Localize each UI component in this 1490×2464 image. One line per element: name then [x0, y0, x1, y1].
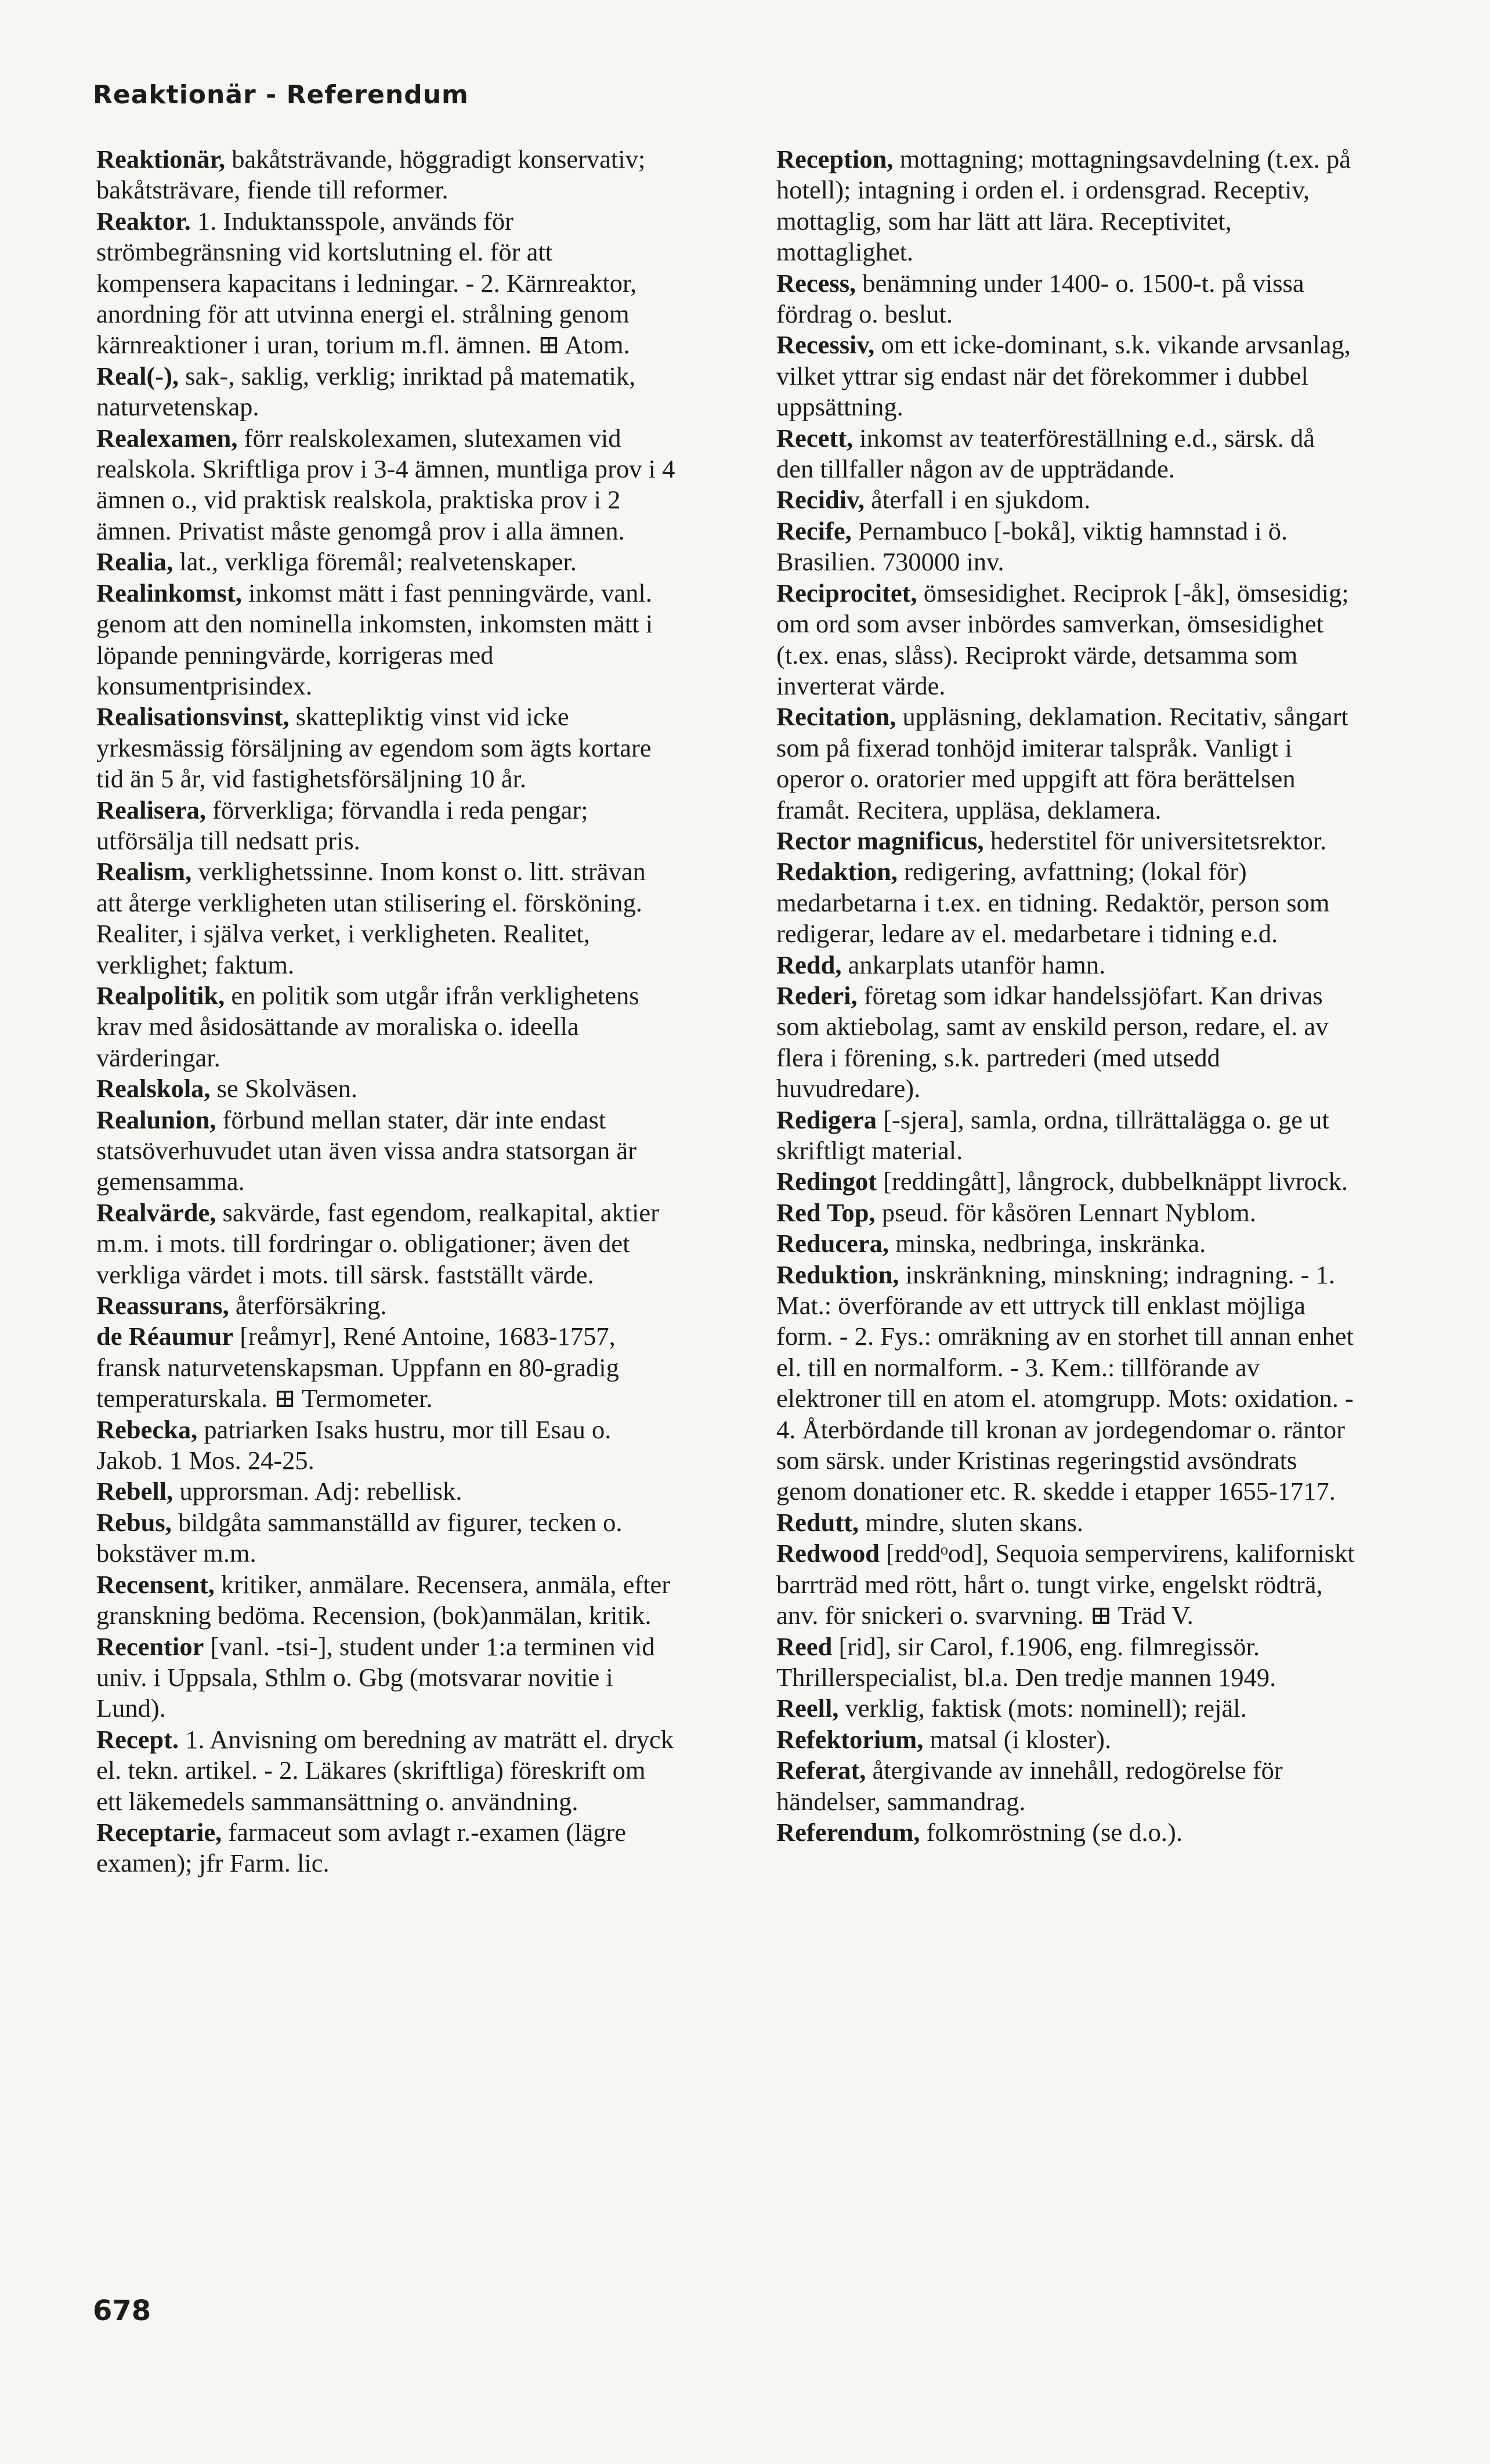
dictionary-entry — [96, 144, 677, 206]
dictionary-entry — [776, 1631, 1357, 1694]
entry-headword: Reception, — [776, 144, 894, 173]
entry-headword: Rebell, — [96, 1477, 173, 1506]
entry-definition: sakvärde, fast egendom, realkapital, aktier m.m. i mots. till fordringar o. obligationer; även det verkliga värdet i mots. till särsk. fastställt värde. — [96, 1197, 659, 1289]
entry-definition: lat., verkliga föremål; realvetenskaper. — [173, 547, 577, 577]
dictionary-entry — [776, 856, 1357, 949]
entry-headword: Redingot — [776, 1167, 877, 1196]
dictionary-entry — [776, 144, 1357, 268]
entry-definition: uppläsning, deklamation. Recitativ, sångart som på fixerad tonhöjd imiterar talspråk. Vanligt i operor o. oratorier med uppgift att föra berättelsen framåt. Recitera, uppläsa, deklamera. — [776, 702, 1348, 824]
entry-headword: Recidiv, — [776, 485, 865, 515]
dictionary-entry — [776, 1724, 1357, 1755]
entry-headword: Recess, — [776, 268, 856, 298]
entry-definition: benämning under 1400- o. 1500-t. på vissa fördrag o. beslut. — [776, 268, 1304, 329]
dictionary-entry — [776, 330, 1357, 422]
dictionary-entry — [96, 1631, 677, 1724]
dictionary-entry — [776, 423, 1357, 485]
entry-definition: inkomst av teaterföreställning e.d., särsk. då den tillfaller någon av de uppträdande. — [776, 423, 1315, 484]
entry-headword: Redd, — [776, 950, 842, 979]
dictionary-entry — [96, 1073, 677, 1104]
entry-definition: [reddᵒod], Sequoia sempervirens, kaliforniskt barrträd med rött, hårt o. tungt virke, engelskt rödträ, anv. för snickeri o. svarvning. ⊞ Träd V. — [776, 1539, 1355, 1630]
dictionary-entry — [96, 980, 677, 1073]
entry-definition: förbund mellan stater, där inte endast statsöverhuvudet utan även vissa andra statsorgan är gemensamma. — [96, 1105, 636, 1196]
entry-definition: mottagning; mottagningsavdelning (t.ex. på hotell); intagning i orden el. i ordensgrad. Receptiv, mottaglig, som har lätt att lära. Receptivitet, mottaglighet. — [776, 144, 1351, 267]
entry-definition: hederstitel för universitetsrektor. — [983, 826, 1327, 855]
dictionary-entry — [96, 423, 677, 547]
dictionary-entry — [776, 1507, 1357, 1538]
entry-definition: patriarken Isaks hustru, mor till Esau o. Jakob. 1 Mos. 24-25. — [96, 1414, 612, 1475]
page-number: 678 — [93, 2295, 151, 2327]
entry-headword: Reaktionär, — [96, 144, 226, 173]
entry-definition: se Skolväsen. — [210, 1074, 357, 1103]
dictionary-entry — [96, 701, 677, 794]
dictionary-entry — [96, 361, 677, 423]
entry-headword: Reassurans, — [96, 1291, 229, 1320]
dictionary-entry — [776, 516, 1357, 578]
entry-definition: förverkliga; förvandla i reda pengar; utförsälja till nedsatt pris. — [96, 795, 588, 855]
dictionary-entry — [776, 1166, 1357, 1197]
dictionary-entry — [776, 484, 1357, 515]
entry-headword: Rebecka, — [96, 1414, 198, 1444]
entry-definition: verklig, faktisk (mots: nominell); rejäl. — [838, 1694, 1247, 1723]
entry-definition: ankarplats utanför hamn. — [841, 950, 1106, 979]
entry-headword: Recessiv, — [776, 330, 875, 360]
entry-definition: [-sjera], samla, ordna, tillrättalägga o. ge ut skriftligt material. — [776, 1105, 1329, 1165]
entry-headword: Redwood — [776, 1539, 880, 1568]
entry-definition: 1. Induktansspole, används för strömbegränsning vid kortslutning el. för att kompensera kapacitans i ledningar. - 2. Kärnreaktor, anordning för att utvinna energi el. strålning genom kärnreaktioner i uran, torium m.fl. ämnen. ⊞ Atom. — [96, 206, 637, 360]
entry-definition: en politik som utgår ifrån verklighetens krav med åsidosättande av moraliska o. ideella värderingar. — [96, 980, 639, 1072]
entry-definition: pseud. för kåsören Lennart Nyblom. — [875, 1197, 1256, 1227]
dictionary-entry — [776, 1693, 1357, 1724]
dictionary-entry — [776, 1260, 1357, 1507]
entry-headword: Rebus, — [96, 1507, 172, 1537]
right-column — [776, 144, 1357, 1848]
entry-definition: om ett icke-dominant, s.k. vikande arvsanlag, vilket yttrar sig endast när det förekommer i dubbel uppsättning. — [776, 330, 1351, 422]
entry-definition: bildgåta sammanställd av figurer, tecken o. bokstäver m.m. — [96, 1507, 623, 1568]
entry-headword: Recept. — [96, 1724, 179, 1754]
entry-headword: Recensent, — [96, 1569, 215, 1599]
dictionary-entry — [776, 1817, 1357, 1848]
entry-headword: Refektorium, — [776, 1724, 924, 1754]
entry-headword: Recife, — [776, 516, 852, 545]
dictionary-entry — [96, 578, 677, 702]
dictionary-entry — [776, 578, 1357, 702]
dictionary-entry — [776, 1228, 1357, 1259]
entry-definition: verklighetssinne. Inom konst o. litt. strävan att återge verkligheten utan stilisering el. försköning. Realiter, i själva verket, i verkligheten. Realitet, verklighet; faktum. — [96, 857, 646, 979]
dictionary-entry — [96, 1817, 677, 1879]
dictionary-entry — [96, 1290, 677, 1321]
entry-definition: redigering, avfattning; (lokal för) medarbetarna i t.ex. en tidning. Redaktör, person som redigerar, ledare av el. medarbetare i tidning e.d. — [776, 857, 1330, 949]
dictionary-entry — [96, 1105, 677, 1197]
entry-headword: Realism, — [96, 857, 192, 887]
entry-headword: Redaktion, — [776, 857, 898, 887]
dictionary-entry — [96, 795, 677, 857]
entry-definition: ömsesidighet. Reciprok [-åk], ömsesidig; om ord som avser inbördes samverkan, ömsesidighet (t.ex. enas, slåss). Reciprokt värde, detsamma som inverterat värde. — [776, 578, 1349, 700]
dictionary-entry — [96, 1569, 677, 1631]
entry-headword: Referat, — [776, 1756, 866, 1785]
entry-headword: Realisationsvinst, — [96, 702, 290, 732]
entry-headword: Realunion, — [96, 1105, 216, 1134]
entry-headword: Rederi, — [776, 980, 858, 1010]
entry-headword: Reaktor. — [96, 206, 191, 236]
entry-definition: förr realskolexamen, slutexamen vid realskola. Skriftliga prov i 3-4 ämnen, muntliga prov i 4 ämnen o., vid praktisk realskola, praktiska prov i 2 ämnen. Privatist måste genomgå prov i alla ämnen. — [96, 423, 675, 545]
entry-definition: företag som idkar handelssjöfart. Kan drivas som aktiebolag, samt av enskild person, redare, el. av flera i förening, s.k. partrederi (med utsedd huvudredare). — [776, 980, 1329, 1103]
entry-definition: [reåmyr], René Antoine, 1683-1757, fransk naturvetenskapsman. Uppfann en 80-gradig temperaturskala. ⊞ Termometer. — [96, 1322, 619, 1413]
entry-definition: återgivande av innehåll, redogörelse för händelser, sammandrag. — [776, 1756, 1283, 1816]
dictionary-entry — [776, 1105, 1357, 1167]
dictionary-entry — [96, 547, 677, 577]
dictionary-entry — [96, 1507, 677, 1569]
entry-headword: Reed — [776, 1631, 833, 1661]
entry-headword: Redutt, — [776, 1507, 859, 1537]
dictionary-entry — [96, 1321, 677, 1414]
entry-definition: skattepliktig vinst vid icke yrkesmässig försäljning av egendom som ägts kortare tid än 5 år, vid fastighetsförsäljning 10 år. — [96, 702, 652, 794]
entry-headword: Rector magnificus, — [776, 826, 984, 855]
entry-headword: Real(-), — [96, 361, 179, 390]
entry-headword: de Réaumur — [96, 1322, 234, 1351]
running-head: Reaktionär - Referendum — [93, 80, 469, 110]
dictionary-entry — [96, 1197, 677, 1290]
entry-headword: Realpolitik, — [96, 980, 225, 1010]
entry-definition: Pernambuco [-bokå], viktig hamnstad i ö. Brasilien. 730000 inv. — [776, 516, 1288, 577]
dictionary-entry — [776, 1538, 1357, 1631]
entry-headword: Realvärde, — [96, 1197, 216, 1227]
dictionary-entry — [96, 206, 677, 361]
entry-headword: Receptarie, — [96, 1817, 222, 1847]
dictionary-entry — [96, 1476, 677, 1507]
dictionary-entry — [96, 856, 677, 980]
left-column — [96, 144, 677, 1879]
entry-headword: Recitation, — [776, 702, 896, 732]
dictionary-entry — [776, 950, 1357, 980]
entry-definition: [rid], sir Carol, f.1906, eng. filmregissör. Thrillerspecialist, bl.a. Den tredje mannen 1949. — [776, 1631, 1276, 1692]
entry-headword: Recett, — [776, 423, 854, 453]
entry-definition: upprorsman. Adj: rebellisk. — [173, 1477, 462, 1506]
entry-definition: inskränkning, minskning; indragning. - 1. Mat.: överförande av ett uttryck till enklast möjliga form. - 2. Fys.: omräkning av en storhet till annan enhet el. till en normalform. - 3. Kem.: tillförande av elektroner till en atom el. atomgrupp. Mots: oxidation. - 4. Återbördande till kronan av jordegendomar o. räntor som särsk. under Kristinas regeringstid avsöndrats genom donationer etc. R. skedde i etapper 1655-1717. — [776, 1260, 1354, 1506]
dictionary-entry — [96, 1724, 677, 1817]
dictionary-entry — [776, 826, 1357, 856]
entry-definition: 1. Anvisning om beredning av maträtt el. dryck el. tekn. artikel. - 2. Läkares (skriftliga) föreskrift om ett läkemedels sammansättning o. användning. — [96, 1724, 674, 1816]
entry-definition: [vanl. -tsi-], student under 1:a terminen vid univ. i Uppsala, Sthlm o. Gbg (motsvarar novitie i Lund). — [96, 1631, 655, 1723]
entry-definition: inkomst mätt i fast penningvärde, vanl. genom att den nominella inkomsten, inkomsten mätt i löpande penningvärde, korrigeras med konsumentprisindex. — [96, 578, 653, 700]
entry-headword: Realexamen, — [96, 423, 238, 453]
entry-definition: mindre, sluten skans. — [859, 1507, 1084, 1537]
entry-definition: sak-, saklig, verklig; inriktad på matematik, naturvetenskap. — [96, 361, 636, 422]
entry-headword: Recentior — [96, 1631, 204, 1661]
entry-headword: Referendum, — [776, 1817, 920, 1847]
entry-headword: Reell, — [776, 1694, 839, 1723]
entry-definition: bakåtsträvande, höggradigt konservativ; bakåtsträvare, fiende till reformer. — [96, 144, 646, 205]
dictionary-entry — [96, 1414, 677, 1477]
entry-headword: Redigera — [776, 1105, 877, 1134]
entry-definition: [reddingått], långrock, dubbelknäppt livrock. — [877, 1167, 1348, 1196]
entry-definition: återfall i en sjukdom. — [865, 485, 1091, 515]
dictionary-entry — [776, 980, 1357, 1105]
dictionary-entry — [776, 1755, 1357, 1817]
dictionary-entry — [776, 268, 1357, 330]
entry-definition: kritiker, anmälare. Recensera, anmäla, efter granskning bedöma. Recension, (bok)anmälan, kritik. — [96, 1569, 671, 1630]
dictionary-entry — [776, 1197, 1357, 1228]
entry-definition: folkomröstning (se d.o.). — [920, 1817, 1182, 1847]
entry-headword: Realskola, — [96, 1074, 211, 1103]
entry-headword: Reduktion, — [776, 1260, 899, 1289]
entry-headword: Red Top, — [776, 1197, 876, 1227]
entry-headword: Reducera, — [776, 1229, 889, 1258]
entry-headword: Realisera, — [96, 795, 207, 824]
entry-definition: återförsäkring. — [229, 1291, 387, 1320]
entry-definition: matsal (i kloster). — [923, 1724, 1112, 1754]
dictionary-entry — [776, 701, 1357, 826]
entry-headword: Realia, — [96, 547, 173, 577]
entry-headword: Reciprocitet, — [776, 578, 917, 607]
entry-definition: farmaceut som avlagt r.-examen (lägre examen); jfr Farm. lic. — [96, 1817, 627, 1878]
entry-headword: Realinkomst, — [96, 578, 242, 607]
entry-definition: minska, nedbringa, inskränka. — [889, 1229, 1206, 1258]
